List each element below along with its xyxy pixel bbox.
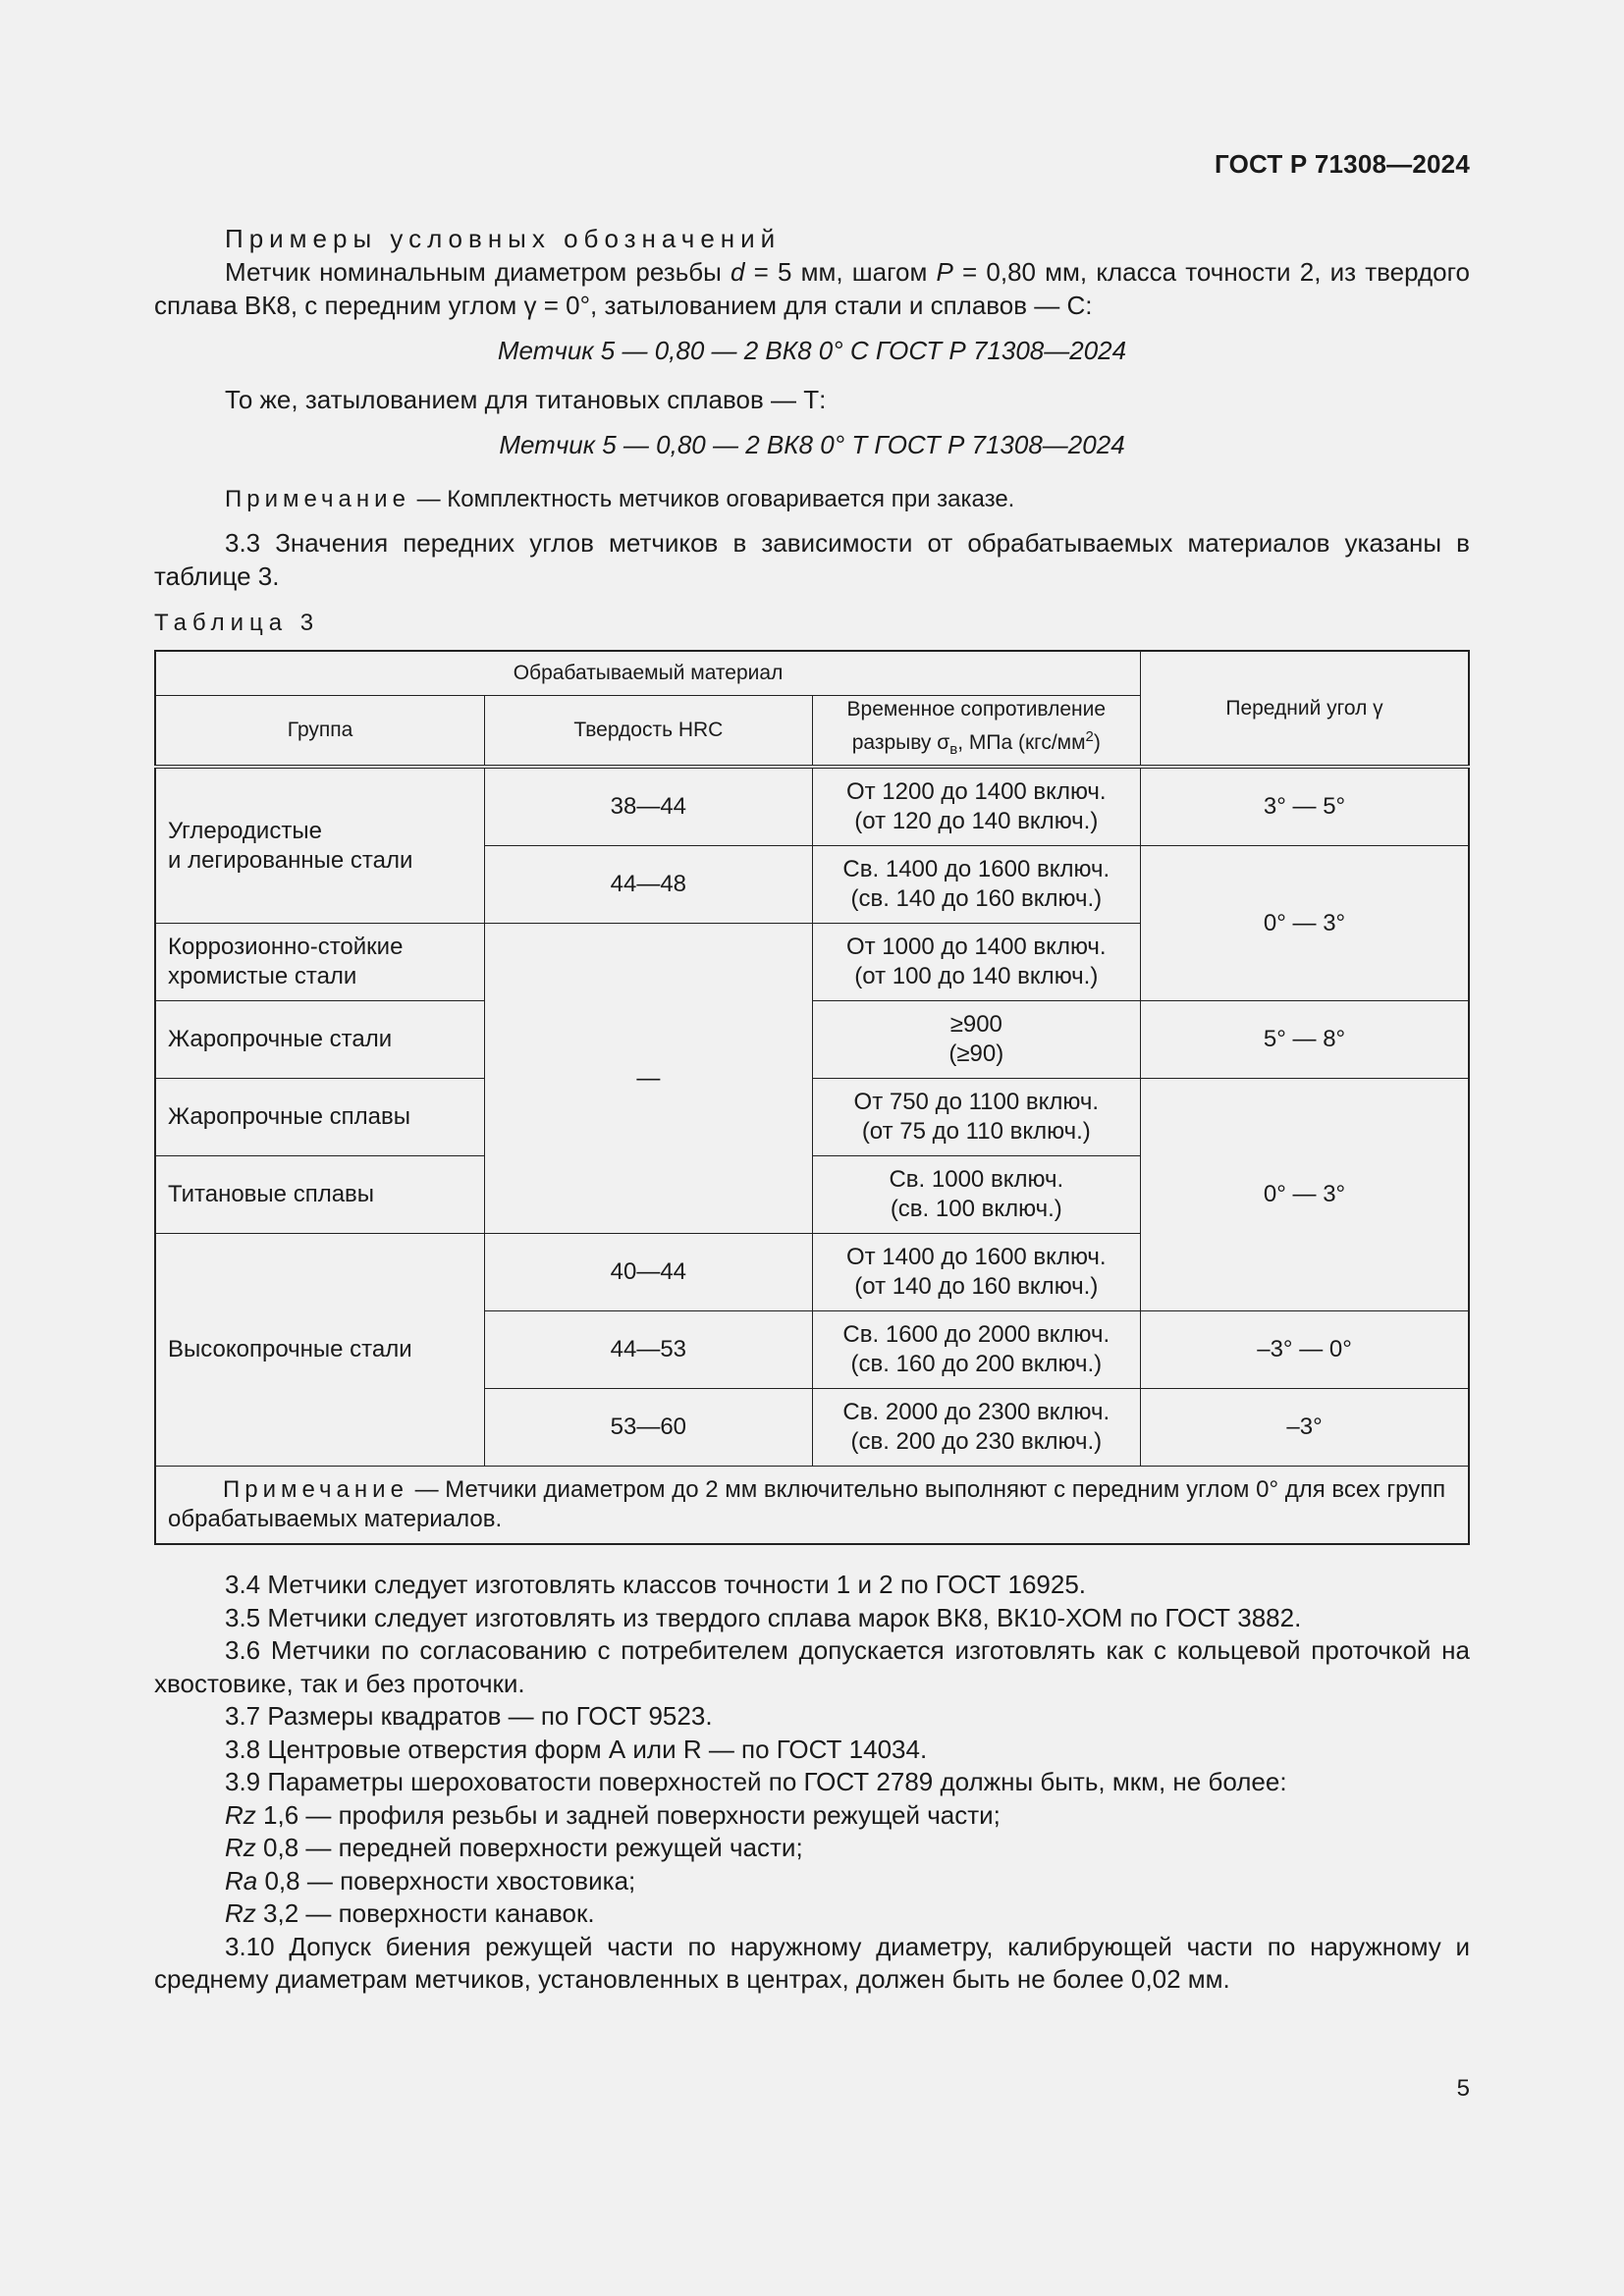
group-highstrength: Высокопрочные стали <box>155 1234 485 1467</box>
clause-3-6: 3.6 Метчики по согласованию с потребителем допускается изготовлять как с кольцевой проточкой на хвостовике, так и без проточки. <box>154 1635 1470 1698</box>
document-number: ГОСТ Р 71308—2024 <box>1215 149 1470 179</box>
note-completeness: Примечание — Комплектность метчиков оговаривается при заказе. <box>225 486 1015 512</box>
roughness-item: Rz 1,6 — профиля резьбы и задней поверхности режущей части; <box>225 1799 1001 1830</box>
roughness-item: Rz 0,8 — передней поверхности режущей части; <box>225 1833 803 1862</box>
strength-cell: Св. 1400 до 1600 включ. (св. 140 до 160 включ.) <box>812 846 1141 924</box>
header-strength: Временное сопротивление разрыву $\sigma_в$, МПа $(кгс/мм^2)$ <box>812 696 1141 768</box>
hardness-cell: — <box>485 924 812 1234</box>
hardness-cell: 40—44 <box>485 1234 812 1311</box>
examples-title: Примеры условных обозначений <box>225 224 782 253</box>
same-text: То же, затылованием для титановых сплавов — Т: <box>225 385 827 414</box>
group-titanium: Титановые сплавы <box>155 1156 485 1234</box>
clauses-list <box>154 1569 1470 1997</box>
table-caption: Таблица 3 <box>154 610 320 636</box>
table-row <box>155 1079 1469 1156</box>
header-group: Группа <box>155 696 485 768</box>
clause-3-3: 3.3 Значения передних углов метчиков в зависимости от обрабатываемых материалов указаны в таблице 3. <box>154 528 1470 591</box>
page-number: 5 <box>1456 2075 1470 2102</box>
strength-cell: От 1400 до 1600 включ. (от 140 до 160 включ.) <box>812 1234 1141 1311</box>
designation-example-1: Метчик 5 — 0,80 — 2 ВК8 0° С ГОСТ Р 71308—2024 <box>497 336 1127 365</box>
group-heatres-alloy: Жаропрочные сплавы <box>155 1079 485 1156</box>
hardness-cell: 38—44 <box>485 767 812 846</box>
clause-3-4: 3.4 Метчики следует изготовлять классов точности 1 и 2 по ГОСТ 16925. <box>225 1570 1087 1599</box>
page-content <box>154 222 1470 1997</box>
table-note-row <box>155 1467 1469 1545</box>
header-angle: Передний угол γ <box>1141 651 1469 767</box>
angle-cell: 0° — 3° <box>1141 846 1469 1001</box>
group-heatres-steel: Жаропрочные стали <box>155 1001 485 1079</box>
designation-example-2: Метчик 5 — 0,80 — 2 ВК8 0° Т ГОСТ Р 71308—2024 <box>499 430 1125 459</box>
angle-cell: –3° — 0° <box>1141 1311 1469 1389</box>
strength-cell: От 1000 до 1400 включ. (от 100 до 140 включ.) <box>812 924 1141 1001</box>
table-row <box>155 767 1469 846</box>
strength-cell: От 750 до 1100 включ. (от 75 до 110 включ.) <box>812 1079 1141 1156</box>
group-corrosion: Коррозионно-стойкие хромистые стали <box>155 924 485 1001</box>
clause-3-7: 3.7 Размеры квадратов — по ГОСТ 9523. <box>225 1701 713 1731</box>
table-note: Примечание — Метчики диаметром до 2 мм включительно выполняют с передним углом 0° для всех групп обрабатываемых материалов. <box>155 1467 1469 1545</box>
clause-3-10: 3.10 Допуск биения режущей части по наружному диаметру, калибрующей части по наружному и среднему диаметрам метчиков, установленных в центрах, должен быть не более 0,02 мм. <box>154 1931 1470 1994</box>
clause-3-5: 3.5 Метчики следует изготовлять из твердого сплава марок ВК8, ВК10-ХОМ по ГОСТ 3882. <box>225 1602 1302 1632</box>
angle-cell: 3° — 5° <box>1141 767 1469 846</box>
hardness-cell: 53—60 <box>485 1389 812 1467</box>
examples-intro: Метчик номинальным диаметром резьбы d = 5 мм, шагом P = 0,80 мм, класса точности 2, из твердого сплава ВК8, с передним углом γ = 0°, затылованием для стали и сплавов — С: <box>154 257 1470 320</box>
angle-cell: –3° <box>1141 1389 1469 1467</box>
angle-cell: 0° — 3° <box>1141 1079 1469 1311</box>
roughness-item: Rz 3,2 — поверхности канавок. <box>225 1898 595 1928</box>
clause-3-8: 3.8 Центровые отверстия форм А или R — по ГОСТ 14034. <box>225 1734 928 1764</box>
rake-angle-table <box>154 650 1470 1545</box>
table-row <box>155 1001 1469 1079</box>
strength-cell: Св. 1000 включ. (св. 100 включ.) <box>812 1156 1141 1234</box>
strength-cell: От 1200 до 1400 включ. (от 120 до 140 включ.) <box>812 767 1141 846</box>
strength-cell: ≥900 (≥90) <box>812 1001 1141 1079</box>
strength-cell: Св. 2000 до 2300 включ. (св. 200 до 230 включ.) <box>812 1389 1141 1467</box>
table-header-row <box>155 651 1469 696</box>
header-material: Обрабатываемый материал <box>155 651 1141 696</box>
group-carbon: Углеродистые и легированные стали <box>155 767 485 924</box>
clause-3-9: 3.9 Параметры шероховатости поверхностей по ГОСТ 2789 должны быть, мкм, не более: <box>225 1767 1287 1796</box>
hardness-cell: 44—48 <box>485 846 812 924</box>
header-hardness: Твердость HRC <box>485 696 812 768</box>
angle-cell: 5° — 8° <box>1141 1001 1469 1079</box>
roughness-item: Ra 0,8 — поверхности хвостовика; <box>225 1865 636 1896</box>
hardness-cell: 44—53 <box>485 1311 812 1389</box>
strength-cell: Св. 1600 до 2000 включ. (св. 160 до 200 включ.) <box>812 1311 1141 1389</box>
